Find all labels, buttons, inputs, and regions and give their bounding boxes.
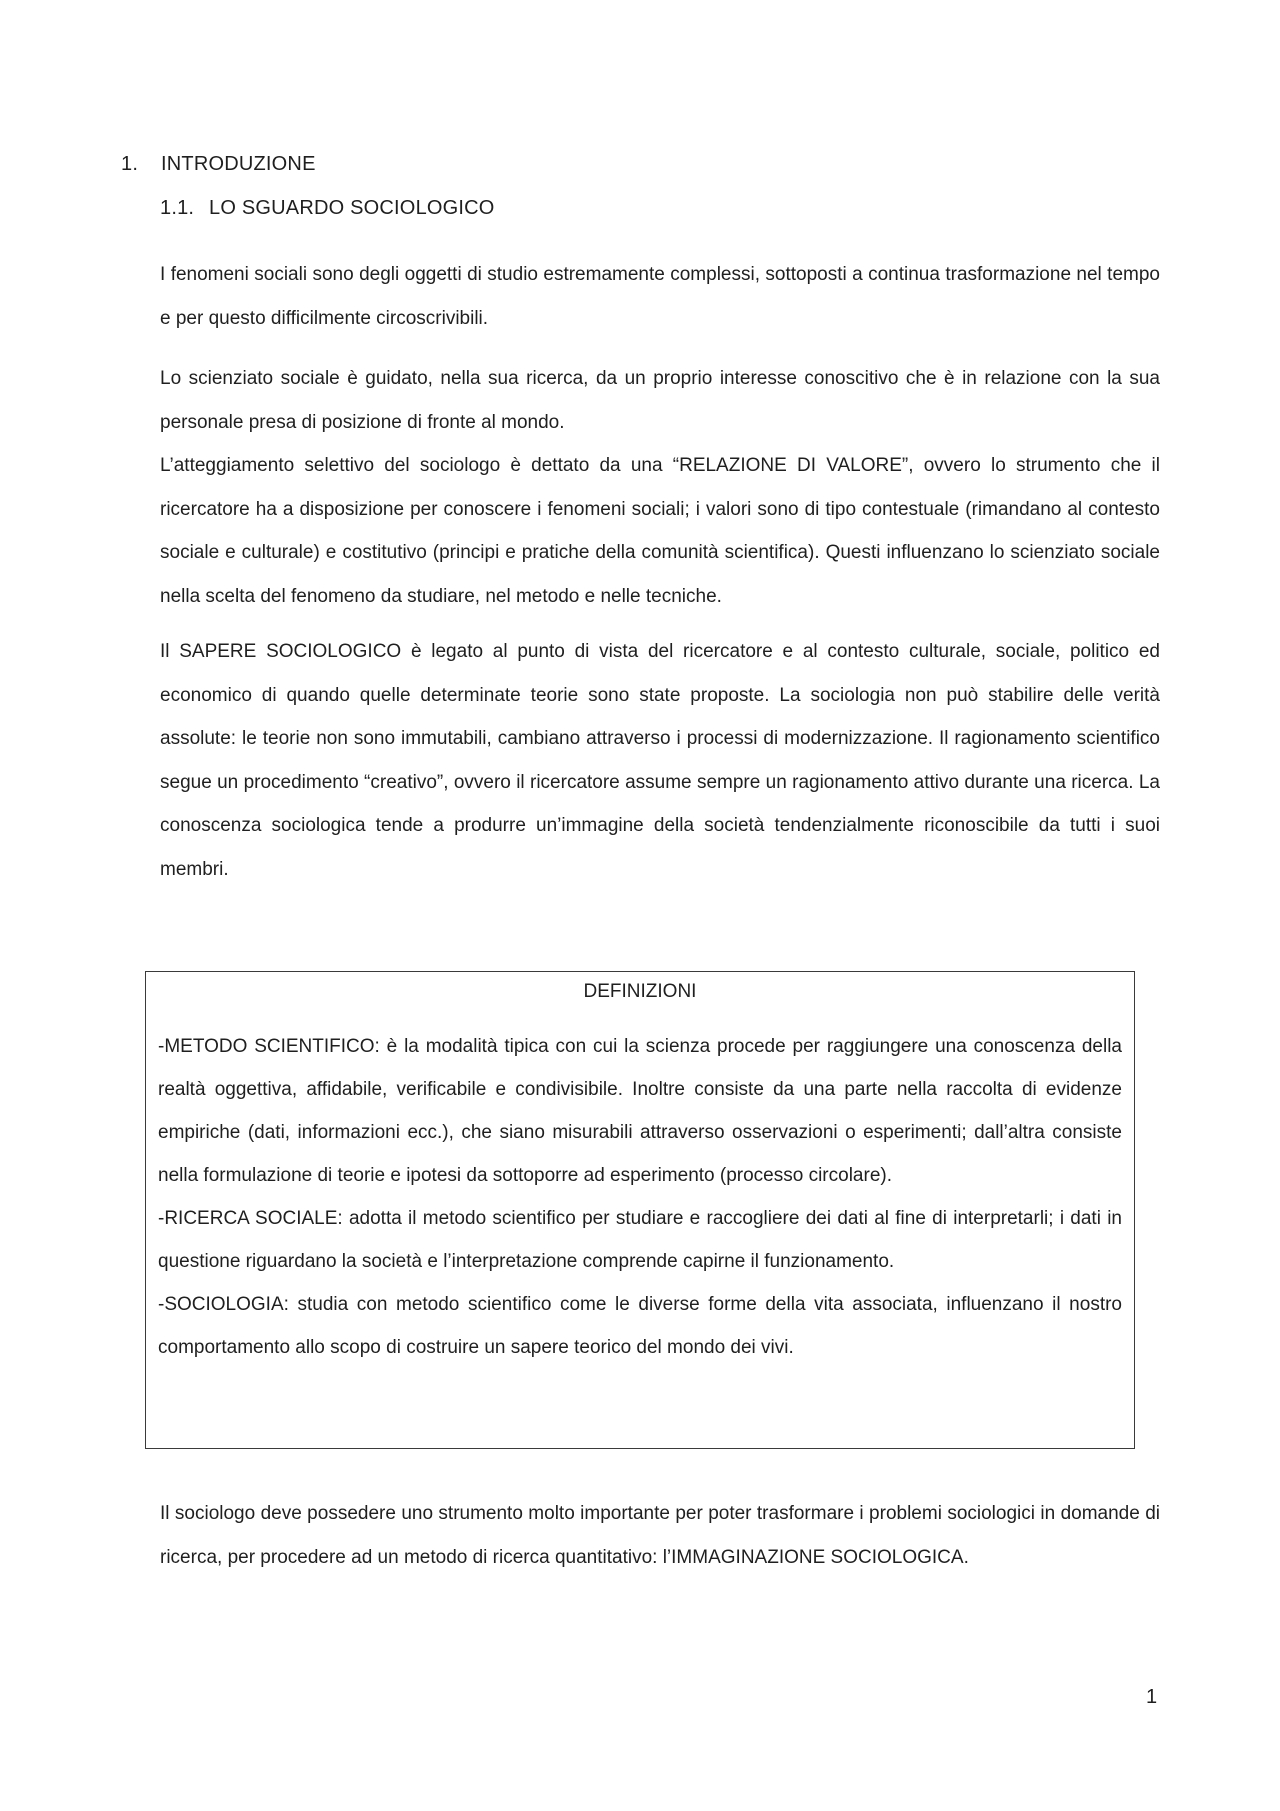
subsection-number: 1.1. (160, 197, 195, 219)
paragraph-sapere-sociologico: Il SAPERE SOCIOLOGICO è legato al punto di vista del ricercatore e al contesto culturale, sociale, politico ed economico di quando quelle determinate teorie sono state proposte. La sociologia non può stabilire delle verità assolute: le teorie non sono immutabili, cambiano attraverso i processi di modernizzazione. Il ragionamento scientifico segue un procedimento “creativo”, ovvero il ricercatore assume sempre un ragionamento attivo durante una ricerca. La conoscenza sociologica tende a produrre un’immagine della società tendenzialmente riconoscibile da tutti i suoi membri. (160, 641, 1160, 880)
paragraph-fenomeni: I fenomeni sociali sono degli oggetti di studio estremamente complessi, sottoposti a continua trasformazione nel tempo e per questo difficilmente circoscrivibili. (160, 264, 1160, 329)
definition-ricerca-sociale: -RICERCA SOCIALE: adotta il metodo scientifico per studiare e raccogliere dei dati al fine di interpretarli; i dati in questione riguardano la società e l’interpretazione comprende capirne il funzionamento. (158, 1208, 1122, 1272)
definitions-body (158, 1025, 1122, 1369)
definition-metodo-scientifico: -METODO SCIENTIFICO: è la modalità tipica con cui la scienza procede per raggiungere una conoscenza della realtà oggettiva, affidabile, verificabile e condivisibile. Inoltre consiste da una parte nella raccolta di evidenze empiriche (dati, informazioni ecc.), che siano misurabili attraverso osservazioni o esperimenti; dall’altra consiste nella formulazione di teorie e ipotesi da sottoporre ad esperimento (processo circolare). (158, 1036, 1122, 1186)
paragraph-immaginazione: Il sociologo deve possedere uno strumento molto importante per poter trasformare i problemi sociologici in domande di ricerca, per procedere ad un metodo di ricerca quantitativo: l’IMMAGINAZIONE SOCIOLOGICA. (160, 1503, 1160, 1568)
subsection-heading (160, 197, 495, 220)
section-title: INTRODUZIONE (161, 153, 316, 175)
paragraph-scienziato: Lo scienziato sociale è guidato, nella sua ricerca, da un proprio interesse conoscitivo che è in relazione con la sua personale presa di posizione di fronte al mondo. (160, 368, 1160, 433)
section-heading (121, 153, 316, 176)
definition-sociologia: -SOCIOLOGIA: studia con metodo scientifico come le diverse forme della vita associata, influenzano il nostro comportamento allo scopo di costruire un sapere teorico del mondo dei vivi. (158, 1294, 1122, 1358)
section-number: 1. (121, 153, 139, 175)
page-number: 1 (1146, 1686, 1158, 1708)
definitions-title: DEFINIZIONI (583, 981, 697, 1002)
definitions-box (145, 971, 1135, 1449)
paragraph-relazione-valore: L’atteggiamento selettivo del sociologo è dettato da una “RELAZIONE DI VALORE”, ovvero lo strumento che il ricercatore ha a disposizione per conoscere i fenomeni sociali; i valori sono di tipo contestuale (rimandano al contesto sociale e culturale) e costitutivo (principi e pratiche della comunità scientifica). Questi influenzano lo scienziato sociale nella scelta del fenomeno da studiare, nel metodo e nelle tecniche. (160, 455, 1160, 607)
subsection-title: LO SGUARDO SOCIOLOGICO (209, 197, 495, 219)
